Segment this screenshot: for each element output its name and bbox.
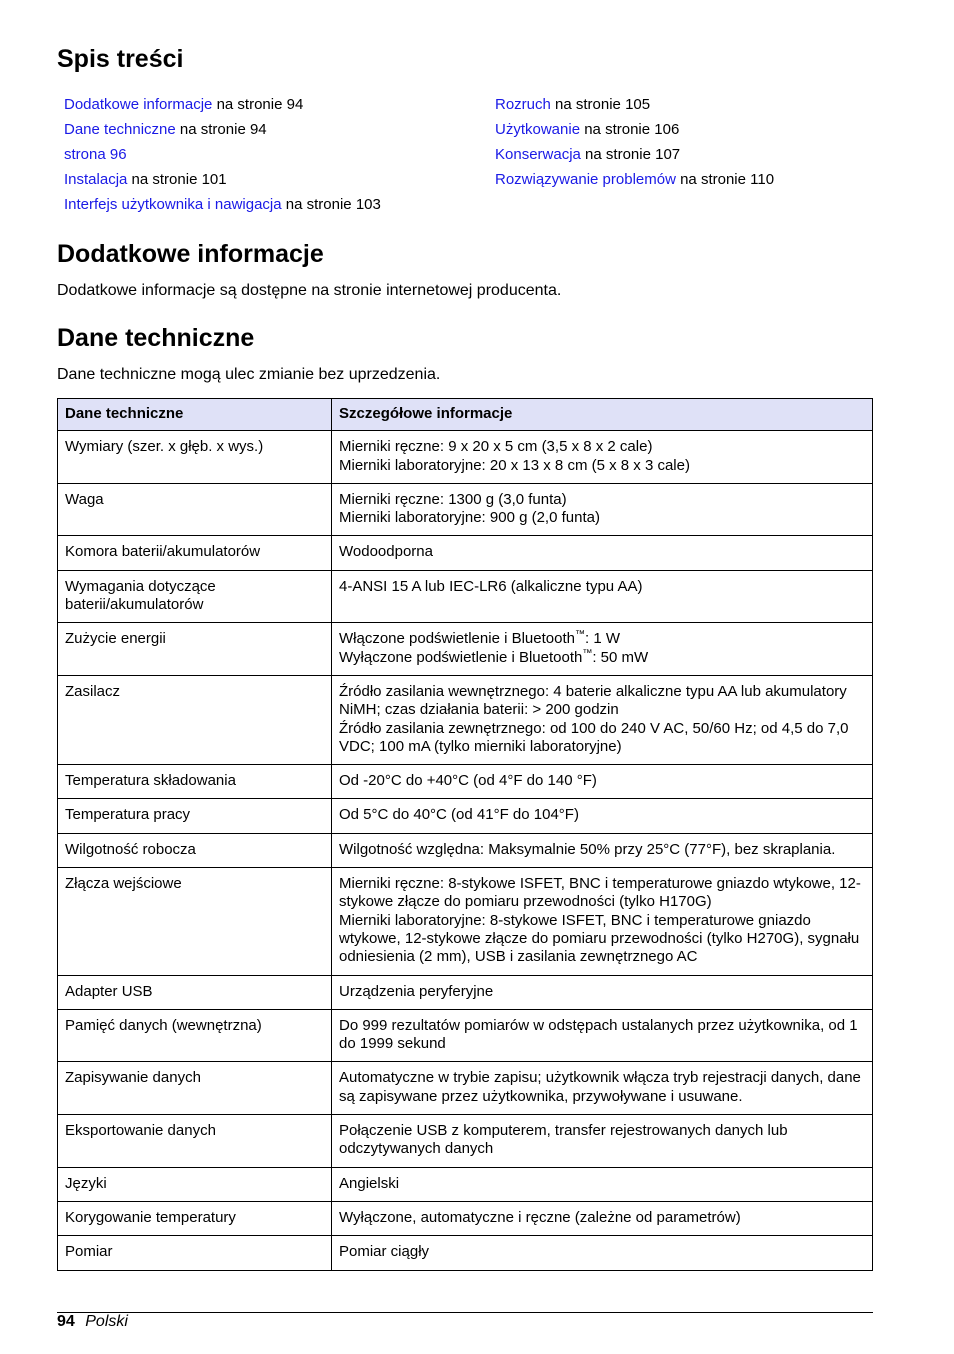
spec-value-line: 4-ANSI 15 A lub IEC-LR6 (alkaliczne typu AA) [339,577,643,595]
table-header-row [58,399,873,431]
toc-entry [64,92,381,117]
table-row [58,1062,873,1115]
toc-link[interactable]: strona 96 [64,146,127,163]
toc-page-ref: na stronie 101 [127,171,227,188]
table-row [58,1009,873,1062]
spec-value-line: Od 5°C do 40°C (od 41°F do 104°F) [339,806,579,824]
spec-value-line: Mierniki laboratoryjne: 20 x 13 x 8 cm (5 x 8 x 3 cale) [339,456,690,474]
spec-label: Pomiar [58,1236,332,1270]
spec-value [332,1115,873,1168]
toc-left-column [64,92,381,217]
spec-value [332,868,873,975]
spec-value-line: Mierniki ręczne: 1300 g (3,0 funta) [339,490,567,508]
toc-link[interactable]: Instalacja [64,171,128,188]
specs-table-body [58,431,873,1270]
spec-value [332,833,873,867]
table-row [58,1236,873,1270]
toc-link[interactable]: Interfejs użytkownika i nawigacja [64,196,282,213]
spec-value [332,675,873,764]
page-footer [57,1313,128,1331]
spec-value [332,1167,873,1201]
toc-page-ref: na stronie 105 [550,96,651,113]
spec-value-line: Pomiar ciągły [339,1243,430,1261]
spec-value-line: Angielski [339,1174,400,1192]
spec-value [332,623,873,676]
table-row [58,675,873,764]
spec-label: Temperatura składowania [58,765,332,799]
spec-value-line: Połączenie USB z komputerem, transfer rejestrowanych danych lub odczytywanych danych [339,1122,788,1158]
footer-divider [57,1312,873,1313]
table-row [58,536,873,570]
table-row [58,868,873,975]
spec-label: Złącza wejściowe [58,868,332,975]
toc-link[interactable]: Rozwiązywanie problemów [495,171,676,188]
spec-label: Wilgotność robocza [58,833,332,867]
spec-value-line: Wilgotność względna: Maksymalnie 50% przy 25°C (77°F), bez skraplania. [339,840,836,858]
spec-value-line: Włączone podświetlenie i Bluetooth™: 1 W [339,629,620,648]
column-header: Szczegółowe informacje [332,399,873,431]
footer-language: Polski [85,1313,128,1330]
table-row [58,975,873,1009]
spec-value [332,536,873,570]
table-row [58,1167,873,1201]
spec-label: Zużycie energii [58,623,332,676]
spec-value [332,570,873,623]
spec-value [332,431,873,484]
toc-link[interactable]: Dodatkowe informacje [64,96,213,113]
spec-value-line: Od -20°C do +40°C (od 4°F do 140 °F) [339,772,597,790]
spec-value [332,1201,873,1235]
spec-label: Adapter USB [58,975,332,1009]
toc-entry [64,192,381,217]
spec-label: Waga [58,483,332,536]
toc-entry [495,117,774,142]
spec-value-line: Mierniki laboratoryjne: 900 g (2,0 funta) [339,509,600,527]
spec-value [332,765,873,799]
spec-label: Zasilacz [58,675,332,764]
tech-heading: Dane techniczne [57,324,255,352]
toc-entry [495,92,774,117]
spec-value [332,975,873,1009]
toc-link[interactable]: Dane techniczne [64,121,176,138]
spec-label: Eksportowanie danych [58,1115,332,1168]
spec-label: Komora baterii/akumulatorów [58,536,332,570]
toc-page-ref: na stronie 94 [175,121,267,138]
spec-value-line: Źródło zasilania zewnętrznego: od 100 do 240 V AC, 50/60 Hz; od 4,5 do 7,0 VDC; 100 mA (tylko mierniki laboratoryjne) [339,719,849,755]
table-row [58,799,873,833]
spec-value [332,1062,873,1115]
toc-link[interactable]: Użytkowanie [495,121,581,138]
column-header: Dane techniczne [58,399,332,431]
toc-entry [495,167,774,192]
spec-value-line: Wyłączone podświetlenie i Bluetooth™: 50 mW [339,647,649,666]
table-row [58,833,873,867]
page-number: 94 [57,1313,75,1330]
toc-entry [64,167,381,192]
spec-value-line: Wyłączone, automatyczne i ręczne (zależne od parametrów) [339,1208,741,1226]
spec-label: Języki [58,1167,332,1201]
table-row [58,765,873,799]
spec-label: Zapisywanie danych [58,1062,332,1115]
tech-intro: Dane techniczne mogą ulec zmianie bez uprzedzenia. [57,366,441,383]
toc-page-ref: na stronie 103 [281,196,381,213]
spec-value [332,1236,873,1270]
toc-entry [495,142,774,167]
spec-value-line: Do 999 rezultatów pomiarów w odstępach ustalanych przez użytkownika, od 1 do 1999 sekund [339,1016,858,1053]
toc-heading: Spis treści [57,45,184,73]
spec-value-line: Urządzenia peryferyjne [339,982,494,1000]
spec-value-line: Wodoodporna [339,543,433,561]
toc-right-column [495,92,774,192]
toc-entry [64,117,381,142]
info-paragraph: Dodatkowe informacje są dostępne na stronie internetowej producenta. [57,282,562,299]
toc-page-ref: na stronie 106 [580,121,680,138]
toc-link[interactable]: Rozruch [495,96,551,113]
spec-value-line: Mierniki ręczne: 9 x 20 x 5 cm (3,5 x 8 x 2 cale) [339,438,653,456]
spec-label: Wymiary (szer. x głęb. x wys.) [58,431,332,484]
table-row [58,1201,873,1235]
spec-value-line: Źródło zasilania wewnętrznego: 4 baterie alkaliczne typu AA lub akumulatory NiMH; czas działania baterii: > 200 godzin [339,682,847,719]
table-row [58,623,873,676]
spec-label: Wymagania dotyczące baterii/akumulatorów [58,570,332,623]
info-heading: Dodatkowe informacje [57,240,324,268]
table-row [58,570,873,623]
toc-page-ref: na stronie 107 [580,146,681,163]
spec-value [332,1009,873,1062]
table-row [58,1115,873,1168]
specs-table [57,398,873,1271]
spec-label: Korygowanie temperatury [58,1201,332,1235]
table-row [58,431,873,484]
toc-page-ref: na stronie 110 [675,171,775,188]
spec-value [332,799,873,833]
toc-page-ref: na stronie 94 [212,96,304,113]
spec-value-line: Mierniki laboratoryjne: 8-stykowe ISFET, BNC i temperaturowe gniazdo wtykowe, 12-stykowe złącze do pomiaru przewodności (tylko H270G), sygnału odniesienia (2 mm), USB i zasilania zewnętrznego AC [339,911,860,966]
spec-label: Temperatura pracy [58,799,332,833]
spec-label: Pamięć danych (wewnętrzna) [58,1009,332,1062]
toc-link[interactable]: Konserwacja [495,146,581,163]
spec-value [332,483,873,536]
spec-value-line: Automatyczne w trybie zapisu; użytkownik włącza tryb rejestracji danych, dane są zapisywane przez użytkownika, przywoływane i usuwane. [339,1069,861,1105]
toc-entry [64,142,381,167]
spec-value-line: Mierniki ręczne: 8-stykowe ISFET, BNC i temperaturowe gniazdo wtykowe, 12-stykowe złącze do pomiaru przewodności (tylko H170G) [339,875,861,911]
table-row [58,483,873,536]
